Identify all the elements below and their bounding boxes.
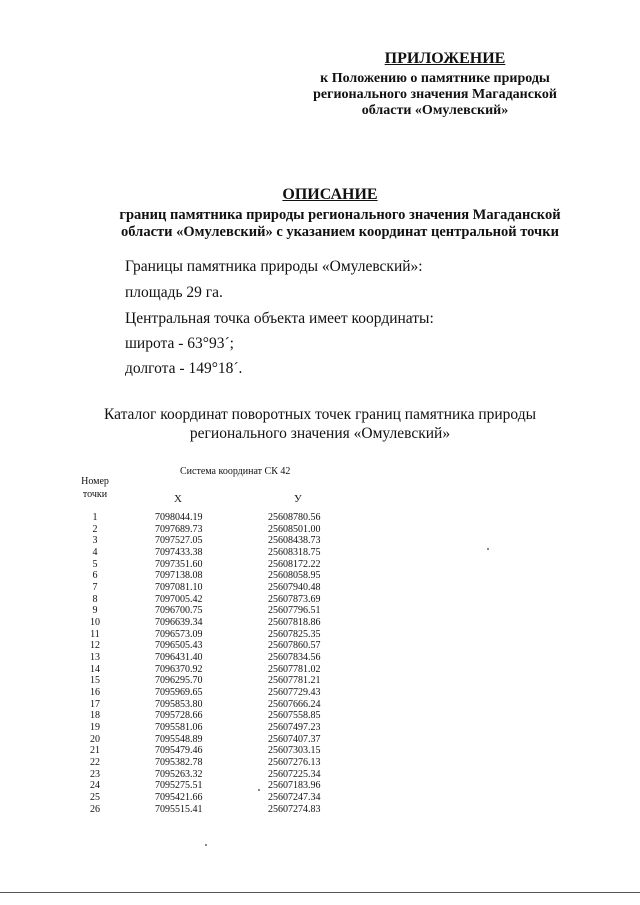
scan-speck: [487, 548, 489, 550]
coordinate-y: 25607796.51: [268, 605, 321, 617]
column-header-x: X: [174, 493, 182, 505]
appendix-subtitle: [300, 71, 570, 119]
coordinate-y: 25607781.21: [268, 675, 321, 687]
coordinate-y: 25608438.73: [268, 535, 321, 547]
point-number: 5: [92, 558, 98, 570]
coordinate-x: 7096639.34: [155, 617, 203, 629]
coordinate-x: 7095853.80: [155, 698, 203, 710]
appendix-title: ПРИЛОЖЕНИЕ: [384, 50, 506, 67]
coordinate-y: 25607781.02: [268, 663, 321, 675]
coordinate-y: 25607834.56: [268, 652, 321, 664]
coordinate-y: 25607873.69: [268, 593, 321, 605]
point-number: 12: [90, 640, 100, 652]
coordinate-x: 7097351.60: [155, 558, 203, 570]
coordinate-x: 7096700.75: [155, 605, 203, 617]
coordinate-y: 25607497.23: [268, 722, 321, 734]
point-number: 17: [90, 698, 100, 710]
scan-speck: [205, 844, 207, 846]
point-number: 13: [90, 652, 100, 664]
appendix-subtitle-line-1: к Положению о памятнике природы: [320, 71, 550, 86]
point-number: 1: [92, 512, 98, 523]
coordinate-x: 7098044.19: [155, 512, 203, 523]
boundaries-text: Границы памятника природы «Омулевский»:: [125, 258, 423, 275]
point-number: 3: [92, 535, 98, 547]
catalog-title: [60, 405, 580, 443]
description-subtitle-line-2: области «Омулевский» с указанием координат центральной точки: [121, 224, 559, 240]
coordinate-x: 7095728.66: [155, 710, 203, 722]
coordinate-x: 7095515.41: [155, 803, 203, 815]
coordinate-y: 25608501.00: [268, 523, 321, 535]
coordinate-x: 7095581.06: [155, 722, 203, 734]
coordinate-x: 7096505.43: [155, 640, 203, 652]
coordinate-y: 25607407.37: [268, 733, 321, 745]
coordinate-y: 25607729.43: [268, 687, 321, 699]
coordinate-y: 25608172.22: [268, 558, 321, 570]
column-header-number-line-2: точки: [82, 489, 108, 500]
coordinate-x: 7097527.05: [155, 535, 203, 547]
center-point-text: Центральная точка объекта имеет координаты:: [125, 310, 434, 327]
description-subtitle-line-1: границ памятника природы регионального значения Магаданской: [119, 207, 561, 223]
coordinate-y: 25607825.35: [268, 628, 321, 640]
coordinate-x: 7097005.42: [155, 593, 203, 605]
coordinate-y: 25607666.24: [268, 698, 321, 710]
point-number: 11: [90, 628, 100, 640]
scan-speck: [258, 789, 260, 791]
coordinate-y: 25607225.34: [268, 768, 321, 780]
coordinate-x: 7095382.78: [155, 757, 203, 769]
coordinate-x: 7097138.08: [155, 570, 203, 582]
coordinate-y: 25607818.86: [268, 617, 321, 629]
point-number: 18: [90, 710, 100, 722]
coordinate-x: 7095548.89: [155, 733, 203, 745]
coordinate-x: 7097081.10: [155, 582, 203, 594]
coordinate-y: 25607860.57: [268, 640, 321, 652]
coordinate-y: 25608318.75: [268, 547, 321, 559]
point-number: 4: [92, 547, 98, 559]
description-subtitle: [60, 207, 620, 241]
point-number: 24: [90, 780, 100, 792]
coordinate-system-label: Система координат СК 42: [180, 466, 291, 477]
coordinate-x: 7095969.65: [155, 687, 203, 699]
coordinate-x: 7095479.46: [155, 745, 203, 757]
point-number: 19: [90, 722, 100, 734]
area-text: площадь 29 га.: [125, 284, 223, 301]
appendix-subtitle-line-2: регионального значения Магаданской: [313, 87, 557, 102]
point-number: 6: [92, 570, 98, 582]
catalog-title-line-2: регионального значения «Омулевский»: [189, 425, 451, 442]
point-number: 9: [92, 605, 98, 617]
coordinate-y: 25608780.56: [268, 512, 321, 523]
point-number: 7: [92, 582, 98, 594]
column-header-number: [60, 475, 130, 501]
coordinate-x: 7097689.73: [155, 523, 203, 535]
coordinate-y: 25607274.83: [268, 803, 321, 815]
point-number: 10: [90, 617, 100, 629]
catalog-title-line-1: Каталог координат поворотных точек границ памятника природы: [103, 406, 537, 423]
page-bottom-rule: [0, 892, 640, 893]
point-number: 20: [90, 733, 100, 745]
point-number: 23: [90, 768, 100, 780]
coordinate-y: 25607183.96: [268, 780, 321, 792]
point-number: 16: [90, 687, 100, 699]
coordinate-x: 7095263.32: [155, 768, 203, 780]
coordinate-x: 7096295.70: [155, 675, 203, 687]
coordinate-y: 25607303.15: [268, 745, 321, 757]
coordinate-y: 25607940.48: [268, 582, 321, 594]
coordinate-x: 7096431.40: [155, 652, 203, 664]
coordinate-y: 25607247.34: [268, 792, 321, 804]
point-number: 8: [92, 593, 98, 605]
coordinate-x: 7095421.66: [155, 792, 203, 804]
coordinate-y: 25607276.13: [268, 757, 321, 769]
coordinate-y: 25607558.85: [268, 710, 321, 722]
coordinate-y: 25608058.95: [268, 570, 321, 582]
point-number: 21: [90, 745, 100, 757]
description-title: ОПИСАНИЕ: [282, 186, 378, 203]
coordinate-x: 7095275.51: [155, 780, 203, 792]
longitude-text: долгота - 149°18´.: [125, 360, 243, 377]
coordinate-x: 7097433.38: [155, 547, 203, 559]
point-number: 26: [90, 803, 100, 815]
point-number: 2: [92, 523, 98, 535]
point-number: 25: [90, 792, 100, 804]
coordinate-x: 7096573.09: [155, 628, 203, 640]
point-number: 14: [90, 663, 100, 675]
latitude-text: широта - 63°93´;: [125, 335, 234, 352]
point-number: 15: [90, 675, 100, 687]
point-number: 22: [90, 757, 100, 769]
appendix-subtitle-line-3: области «Омулевский»: [361, 103, 509, 118]
column-header-number-line-1: Номер: [81, 476, 109, 487]
column-header-y: У: [294, 493, 302, 505]
coordinate-x: 7096370.92: [155, 663, 203, 675]
